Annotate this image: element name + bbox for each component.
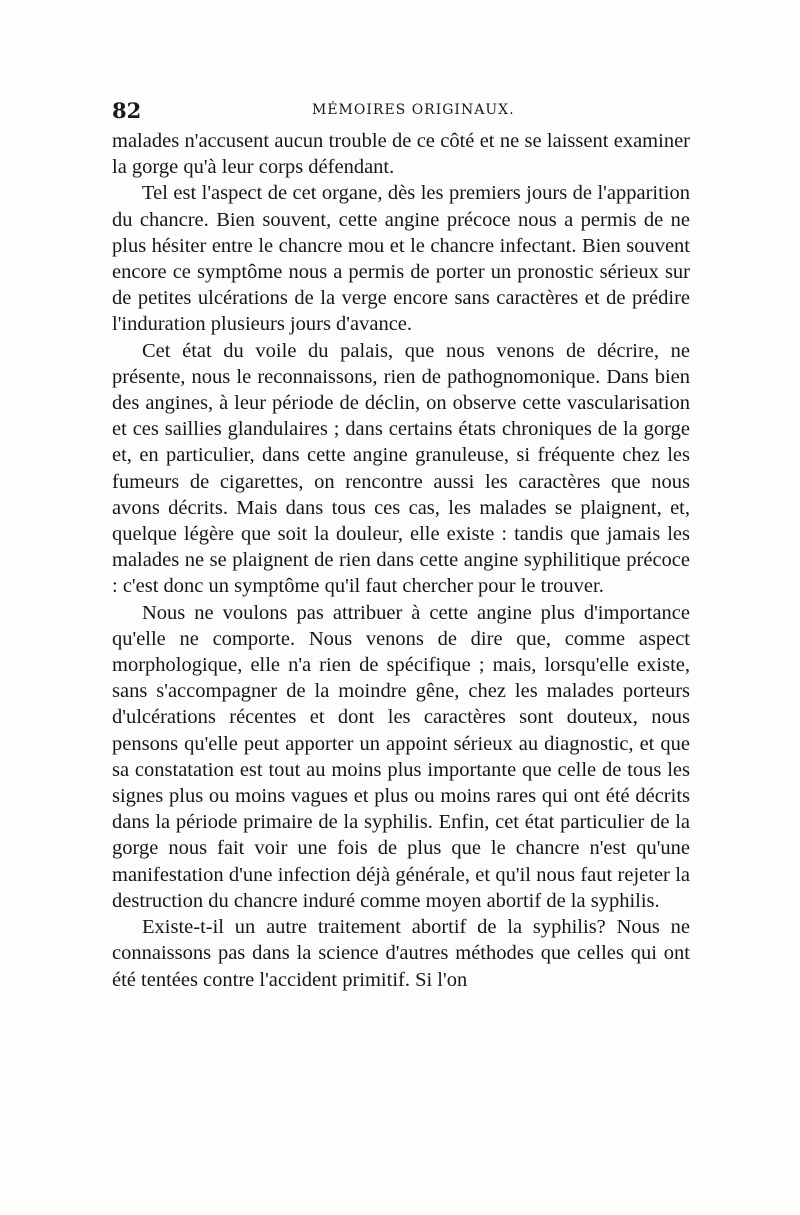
body-text — [112, 128, 690, 993]
paragraph-2: Tel est l'aspect de cet organe, dès les premiers jours de l'apparition du chancre. Bien souvent, cette angine précoce nous a permis de ne plus hésiter entre le chancre mou et le chancre infectant. Bien souvent encore ce symptôme nous a permis de porter un pronostic sérieux sur de petites ulcérations de la verge encore sans caractères et de prédire l'induration plusieurs jours d'avance. — [112, 182, 690, 336]
paragraph-3: Cet état du voile du palais, que nous venons de décrire, ne présente, nous le reconnaissons, rien de pathognomonique. Dans bien des angines, à leur période de déclin, on observe cette vascularisation et ces saillies glandulaires ; dans certains états chroniques de la gorge et, en particulier, dans cette angine granuleuse, si fréquente chez les fumeurs de cigarettes, on rencontre aussi les caractères que nous avons décrits. Mais dans tous ces cas, les malades se plaignent, et, quelque légère que soit la douleur, elle existe : tandis que jamais les malades ne se plaignent de rien dans cette angine syphilitique précoce : c'est donc un symptôme qu'il faut chercher pour le trouver. — [112, 339, 690, 598]
paragraph-1: malades n'accusent aucun trouble de ce côté et ne se laissent examiner la gorge qu'à leur corps défendant. — [112, 130, 690, 179]
paragraph-5: Existe-t-il un autre traitement abortif de la syphilis? Nous ne connaissons pas dans la science d'autres méthodes que celles qui ont été tentées contre l'accident primitif. Si l'on — [112, 916, 690, 991]
running-head: MÉMOIRES ORIGINAUX. — [312, 102, 515, 118]
paragraph-4: Nous ne voulons pas attribuer à cette angine plus d'importance qu'elle ne comporte. Nous venons de dire que, comme aspect morphologique, elle n'a rien de spécifique ; mais, lorsqu'elle existe, sans s'accompagner de la moindre gêne, chez les malades porteurs d'ulcérations récentes et dont les caractères sont douteux, nous pensons qu'elle peut apporter un appoint sérieux au diagnostic, et que sa constatation est tout au moins plus importante que celle de tous les signes plus ou moins vagues et plus ou moins rares qui ont été décrits dans la période primaire de la syphilis. Enfin, cet état particulier de la gorge nous fait voir une fois de plus que le chancre n'est qu'une manifestation d'une infection déjà générale, et qu'il nous faut rejeter la destruction du chancre induré comme moyen abortif de la syphilis. — [112, 601, 690, 912]
page-number: 82 — [112, 98, 142, 123]
page-header — [112, 98, 690, 126]
